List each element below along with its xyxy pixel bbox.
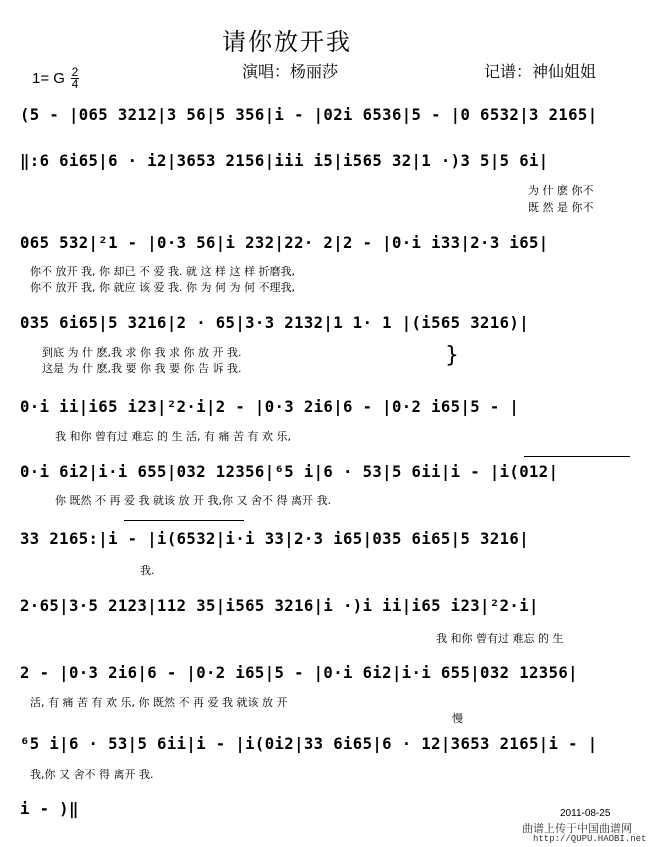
tempo-marking: 慢 xyxy=(452,712,463,725)
notation-row-8: 2·65|3·5 2123|112 35|i565 3216|i ·)i ii|i65 i23|²2·i| xyxy=(20,597,539,615)
notation-row-1: (5 - |065 3212|3 56|5 356|i - |02i 6536|5 - |0 6532|3 2165| xyxy=(20,106,598,124)
notation-row-7: 33 2165:|i - |i(6532|i·i 33|2·3 i65|035 6i65|5 3216| xyxy=(20,530,529,548)
lyric-row-8: 我 和你 曾有过 难忘 的 生 xyxy=(436,632,564,645)
time-bottom: 4 xyxy=(71,77,79,91)
song-title: 请你放开我 xyxy=(222,28,352,56)
time-top: 2 xyxy=(71,65,79,79)
verse-brace: } xyxy=(445,343,459,368)
notation-row-3: 065 532|²1 - |0·3 56|i 232|22· 2|2 - |0·i i33|2·3 i65| xyxy=(20,234,549,252)
time-signature xyxy=(71,67,79,90)
lyric-row-3-verse-1: 你不 放开 我, 你 却已 不 爱 我. 就 这 样 这 样 折磨我, xyxy=(30,265,295,278)
notation-row-10: ⁶5 i|6 · 53|5 6ii|i - |i(0i2|33 6i65|6 · 12|3653 2165|i - | xyxy=(20,735,598,753)
lyric-row-10: 我,你 又 舍不 得 离开 我. xyxy=(30,768,154,781)
lyric-row-2-verse-2: 既 然 是 你不 xyxy=(528,201,594,214)
lyric-row-3-verse-2: 你不 放开 我, 你 就应 该 爱 我. 你 为 何 为 何 不理我, xyxy=(30,281,295,294)
site-credit: 曲谱上传于中国曲谱网 xyxy=(522,822,632,835)
volta-bracket-2 xyxy=(124,520,244,521)
key-signature xyxy=(32,67,79,90)
notation-row-11: i - )‖ xyxy=(20,800,79,818)
date-stamp: 2011-08-25 xyxy=(560,808,611,819)
notation-row-5: 0·i ii|i65 i23|²2·i|2 - |0·3 2i6|6 - |0·2 i65|5 - | xyxy=(20,398,520,416)
notation-row-9: 2 - |0·3 2i6|6 - |0·2 i65|5 - |0·i 6i2|i·i 655|032 12356| xyxy=(20,664,578,682)
lyric-row-7: 我. xyxy=(140,564,155,577)
notation-row-4: 035 6i65|5 3216|2 · 65|3·3 2132|1 1· 1 |(i565 3216)| xyxy=(20,314,529,332)
lyric-row-9: 活, 有 痛 苦 有 欢 乐, 你 既然 不 再 爱 我 就该 放 开 xyxy=(30,696,288,709)
lyric-row-4-verse-2: 这是 为 什 麽,我 要 你 我 要 你 告 诉 我. xyxy=(42,362,242,375)
singer-credit: 演唱：杨丽莎 xyxy=(242,62,339,81)
lyric-row-6: 你 既然 不 再 爱 我 就该 放 开 我,你 又 舍不 得 离开 我. xyxy=(55,494,331,507)
site-url: http://QUPU.HAOBI.net xyxy=(533,834,647,844)
volta-bracket-1 xyxy=(524,456,630,457)
notation-row-6: 0·i 6i2|i·i 655|032 12356|⁶5 i|6 · 53|5 6ii|i - |i(012| xyxy=(20,463,559,481)
key-label: 1= G xyxy=(32,70,65,87)
lyric-row-4-verse-1: 到底 为 什 麽,我 求 你 我 求 你 放 开 我. xyxy=(42,346,242,359)
recorder-credit: 记谱：神仙姐姐 xyxy=(484,62,597,81)
notation-row-2: ‖:6 6i65|6 · i2|3653 2156|iii i5|i565 32|1 ·)3 5|5 6i| xyxy=(20,152,549,170)
lyric-row-2-verse-1: 为 什 麽 你不 xyxy=(528,184,594,197)
lyric-row-5: 我 和你 曾有过 难忘 的 生 活, 有 痛 苦 有 欢 乐, xyxy=(55,430,291,443)
